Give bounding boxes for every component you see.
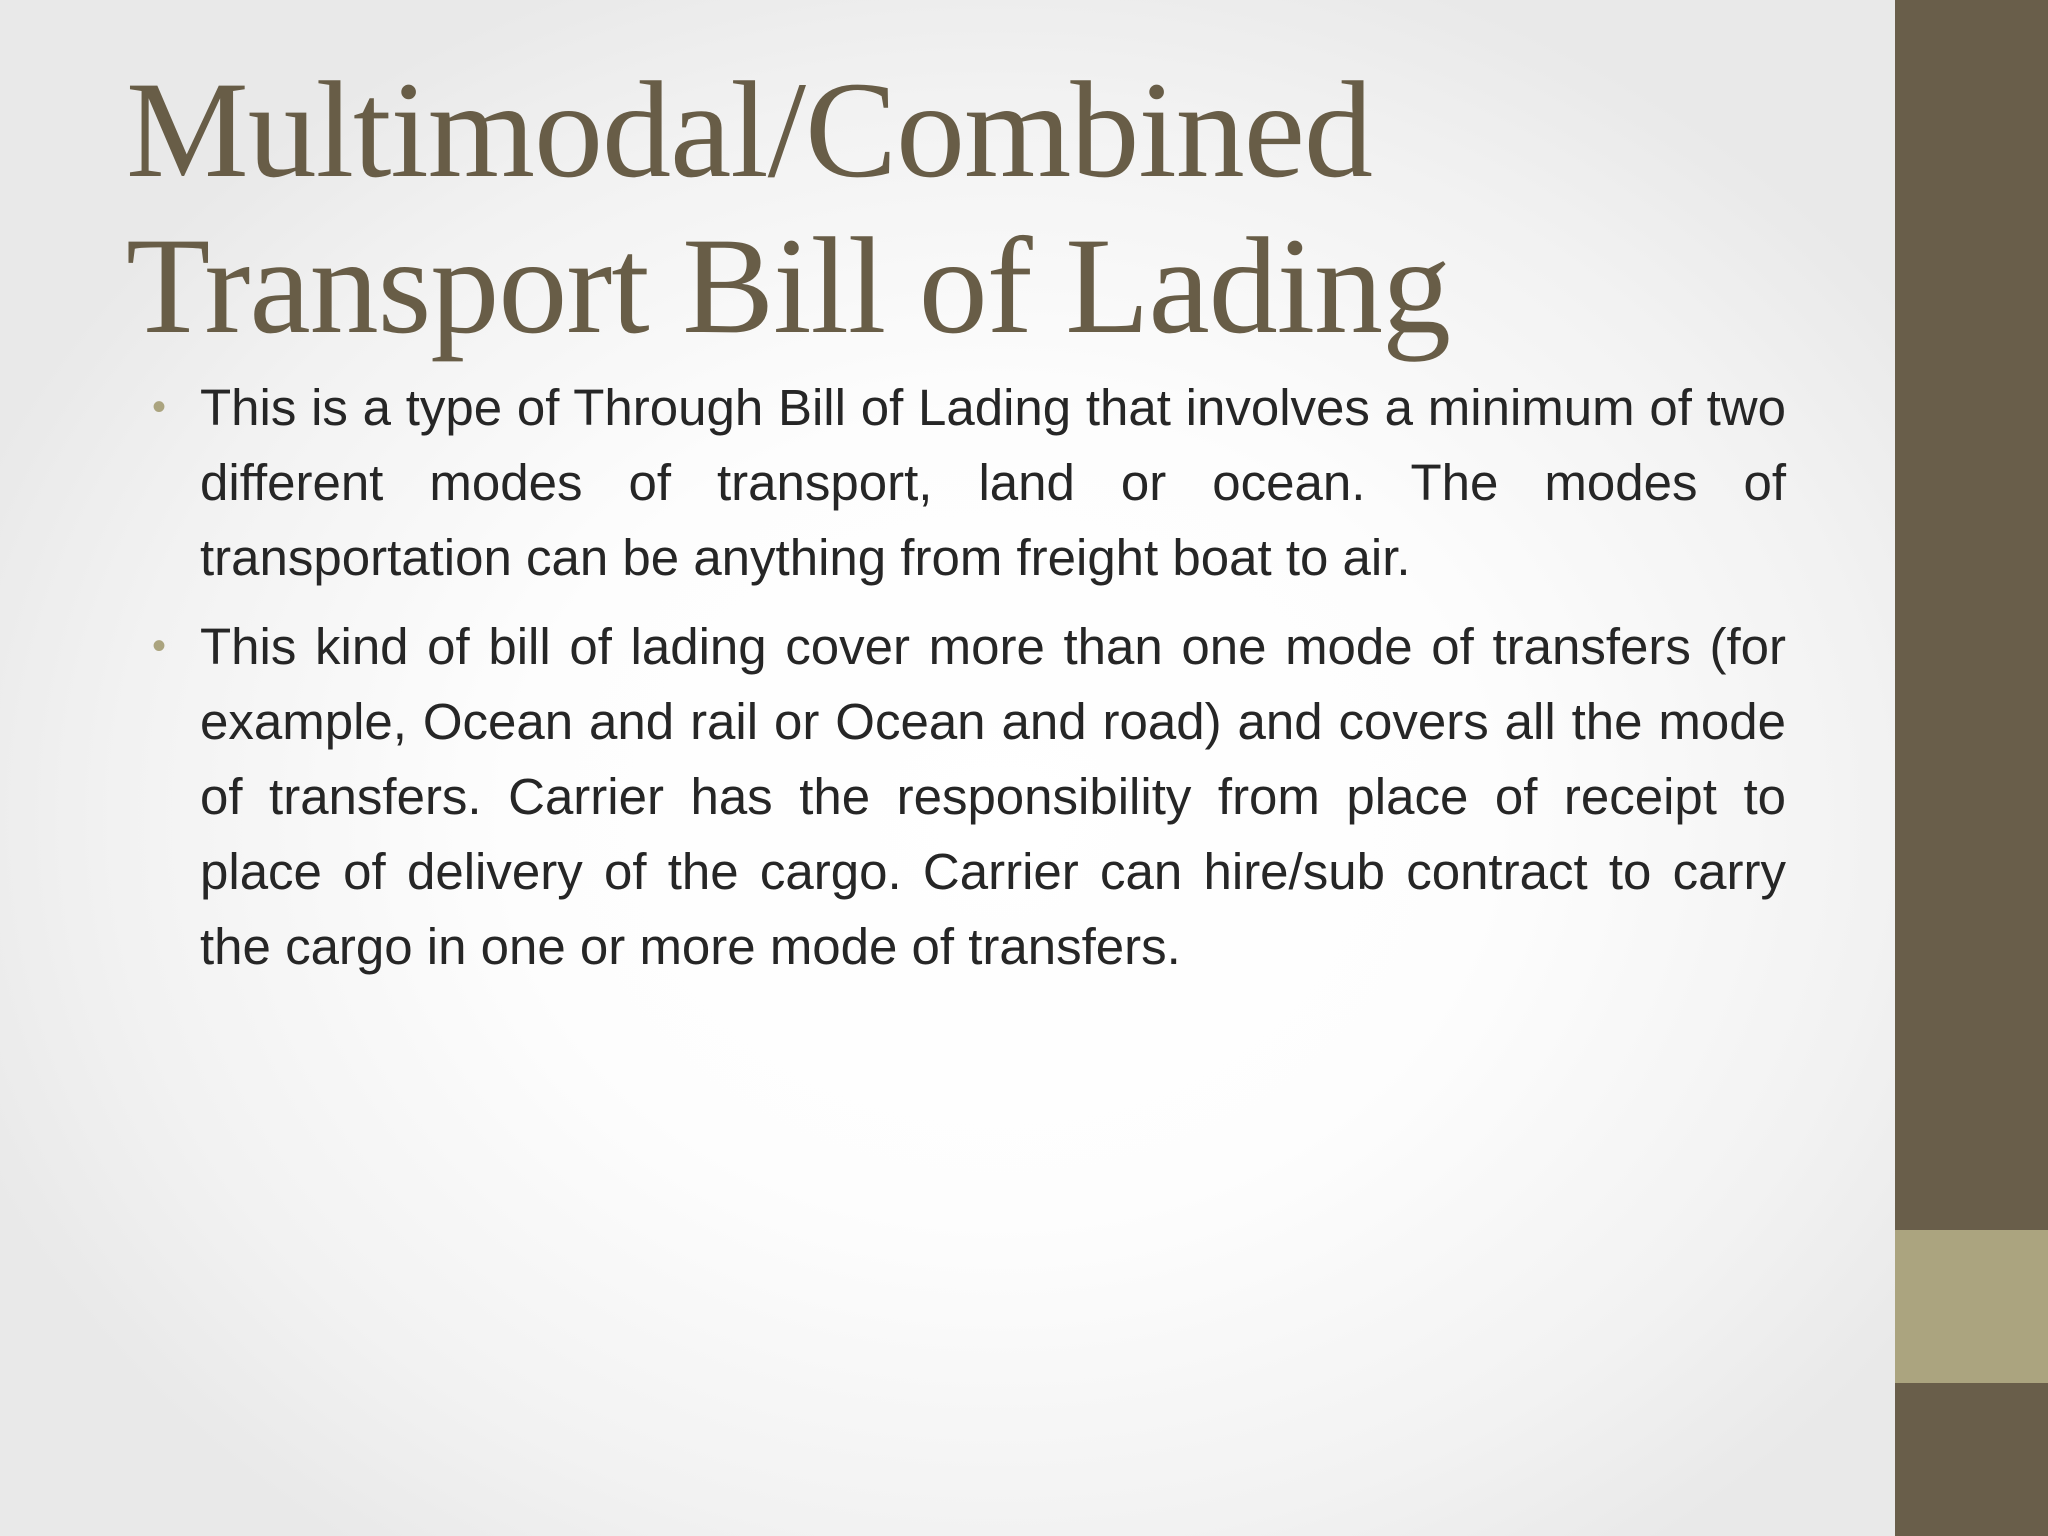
bullet-icon: • <box>152 624 167 668</box>
side-decoration-accent <box>1895 1230 2048 1383</box>
bullet-icon: • <box>152 385 167 429</box>
slide-title <box>126 52 1826 364</box>
bullet-text: This is a type of Through Bill of Lading that involves a minimum of two different modes of transport, land or ocean. The modes of transportation can be anything from freight boat to air. <box>200 379 1786 586</box>
slide-title-line-2: Transport Bill of Lading <box>126 209 1451 362</box>
slide-title-line-1: Multimodal/Combined <box>126 53 1372 206</box>
bullet-text: This kind of bill of lading cover more than one mode of transfers (for example, Ocean and rail or Ocean and road) and covers all the mode of transfers. Carrier has the responsibility from place of receipt to place of delivery of the cargo. Carrier can hire/sub contract to carry the cargo in one or more mode of transfers. <box>200 618 1786 975</box>
bullet-item <box>146 370 1786 595</box>
bullet-list <box>146 370 1786 998</box>
bullet-item <box>146 609 1786 984</box>
